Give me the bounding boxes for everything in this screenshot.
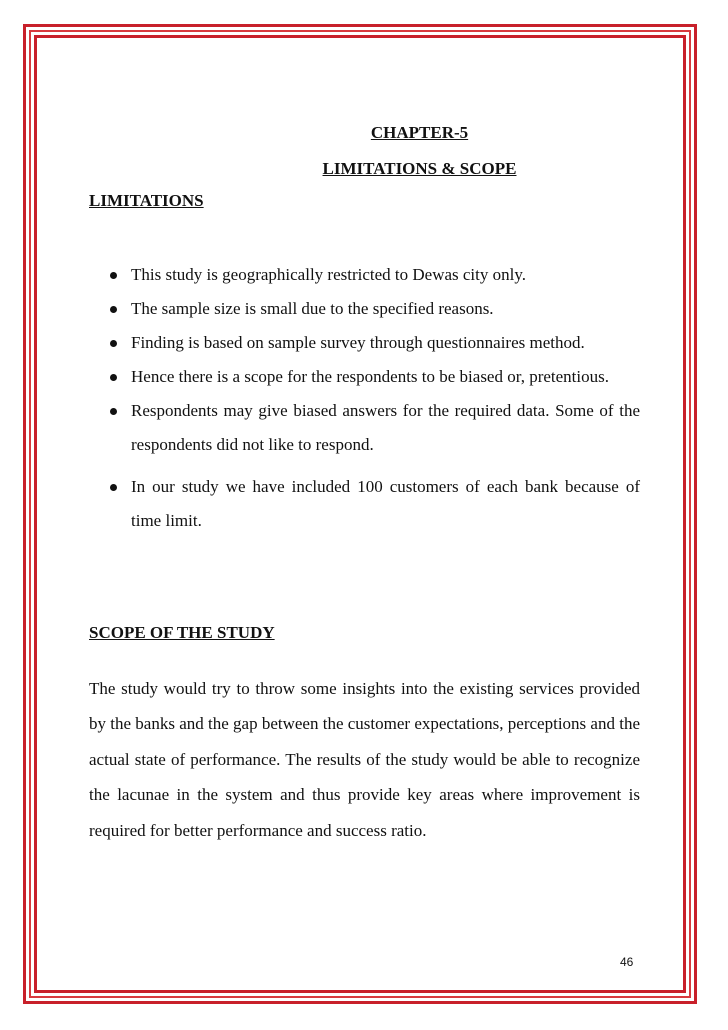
list-item — [89, 470, 640, 538]
list-item — [89, 258, 640, 292]
list-item-text: Finding is based on sample survey through questionnaires method. — [131, 333, 585, 352]
list-item-text: Respondents may give biased answers for the required data. Some of the respondents did not like to respond. — [131, 401, 640, 454]
scope-paragraph: The study would try to throw some insights into the existing services provided by the banks and the gap between the customer expectations, perceptions and the actual state of performance. The results of the study would be able to recognize the lacunae in the system and thus provide key areas where improvement is required for better performance and success ratio. — [89, 679, 640, 840]
list-item — [89, 394, 640, 462]
chapter-title: LIMITATIONS & SCOPE — [322, 159, 517, 178]
limitations-heading: LIMITATIONS — [89, 191, 204, 210]
list-item-text: Hence there is a scope for the respondents to be biased or, pretentious. — [131, 367, 609, 386]
chapter-number: CHAPTER-5 — [370, 123, 469, 142]
list-item — [89, 326, 640, 360]
bullet-icon — [110, 272, 117, 279]
list-item-text: This study is geographically restricted to Dewas city only. — [131, 265, 527, 284]
page-number: 46 — [620, 955, 634, 969]
list-item-text: In our study we have included 100 customers of each bank because of time limit. — [131, 477, 640, 530]
bullet-icon — [110, 374, 117, 381]
list-item — [89, 292, 640, 326]
bullet-icon — [110, 306, 117, 313]
bullet-icon — [110, 484, 117, 491]
scope-heading: SCOPE OF THE STUDY — [89, 623, 275, 642]
list-item-text: The sample size is small due to the specified reasons. — [131, 299, 494, 318]
bullet-icon — [110, 340, 117, 347]
bullet-icon — [110, 408, 117, 415]
limitations-list — [89, 258, 640, 538]
list-item — [89, 360, 640, 394]
